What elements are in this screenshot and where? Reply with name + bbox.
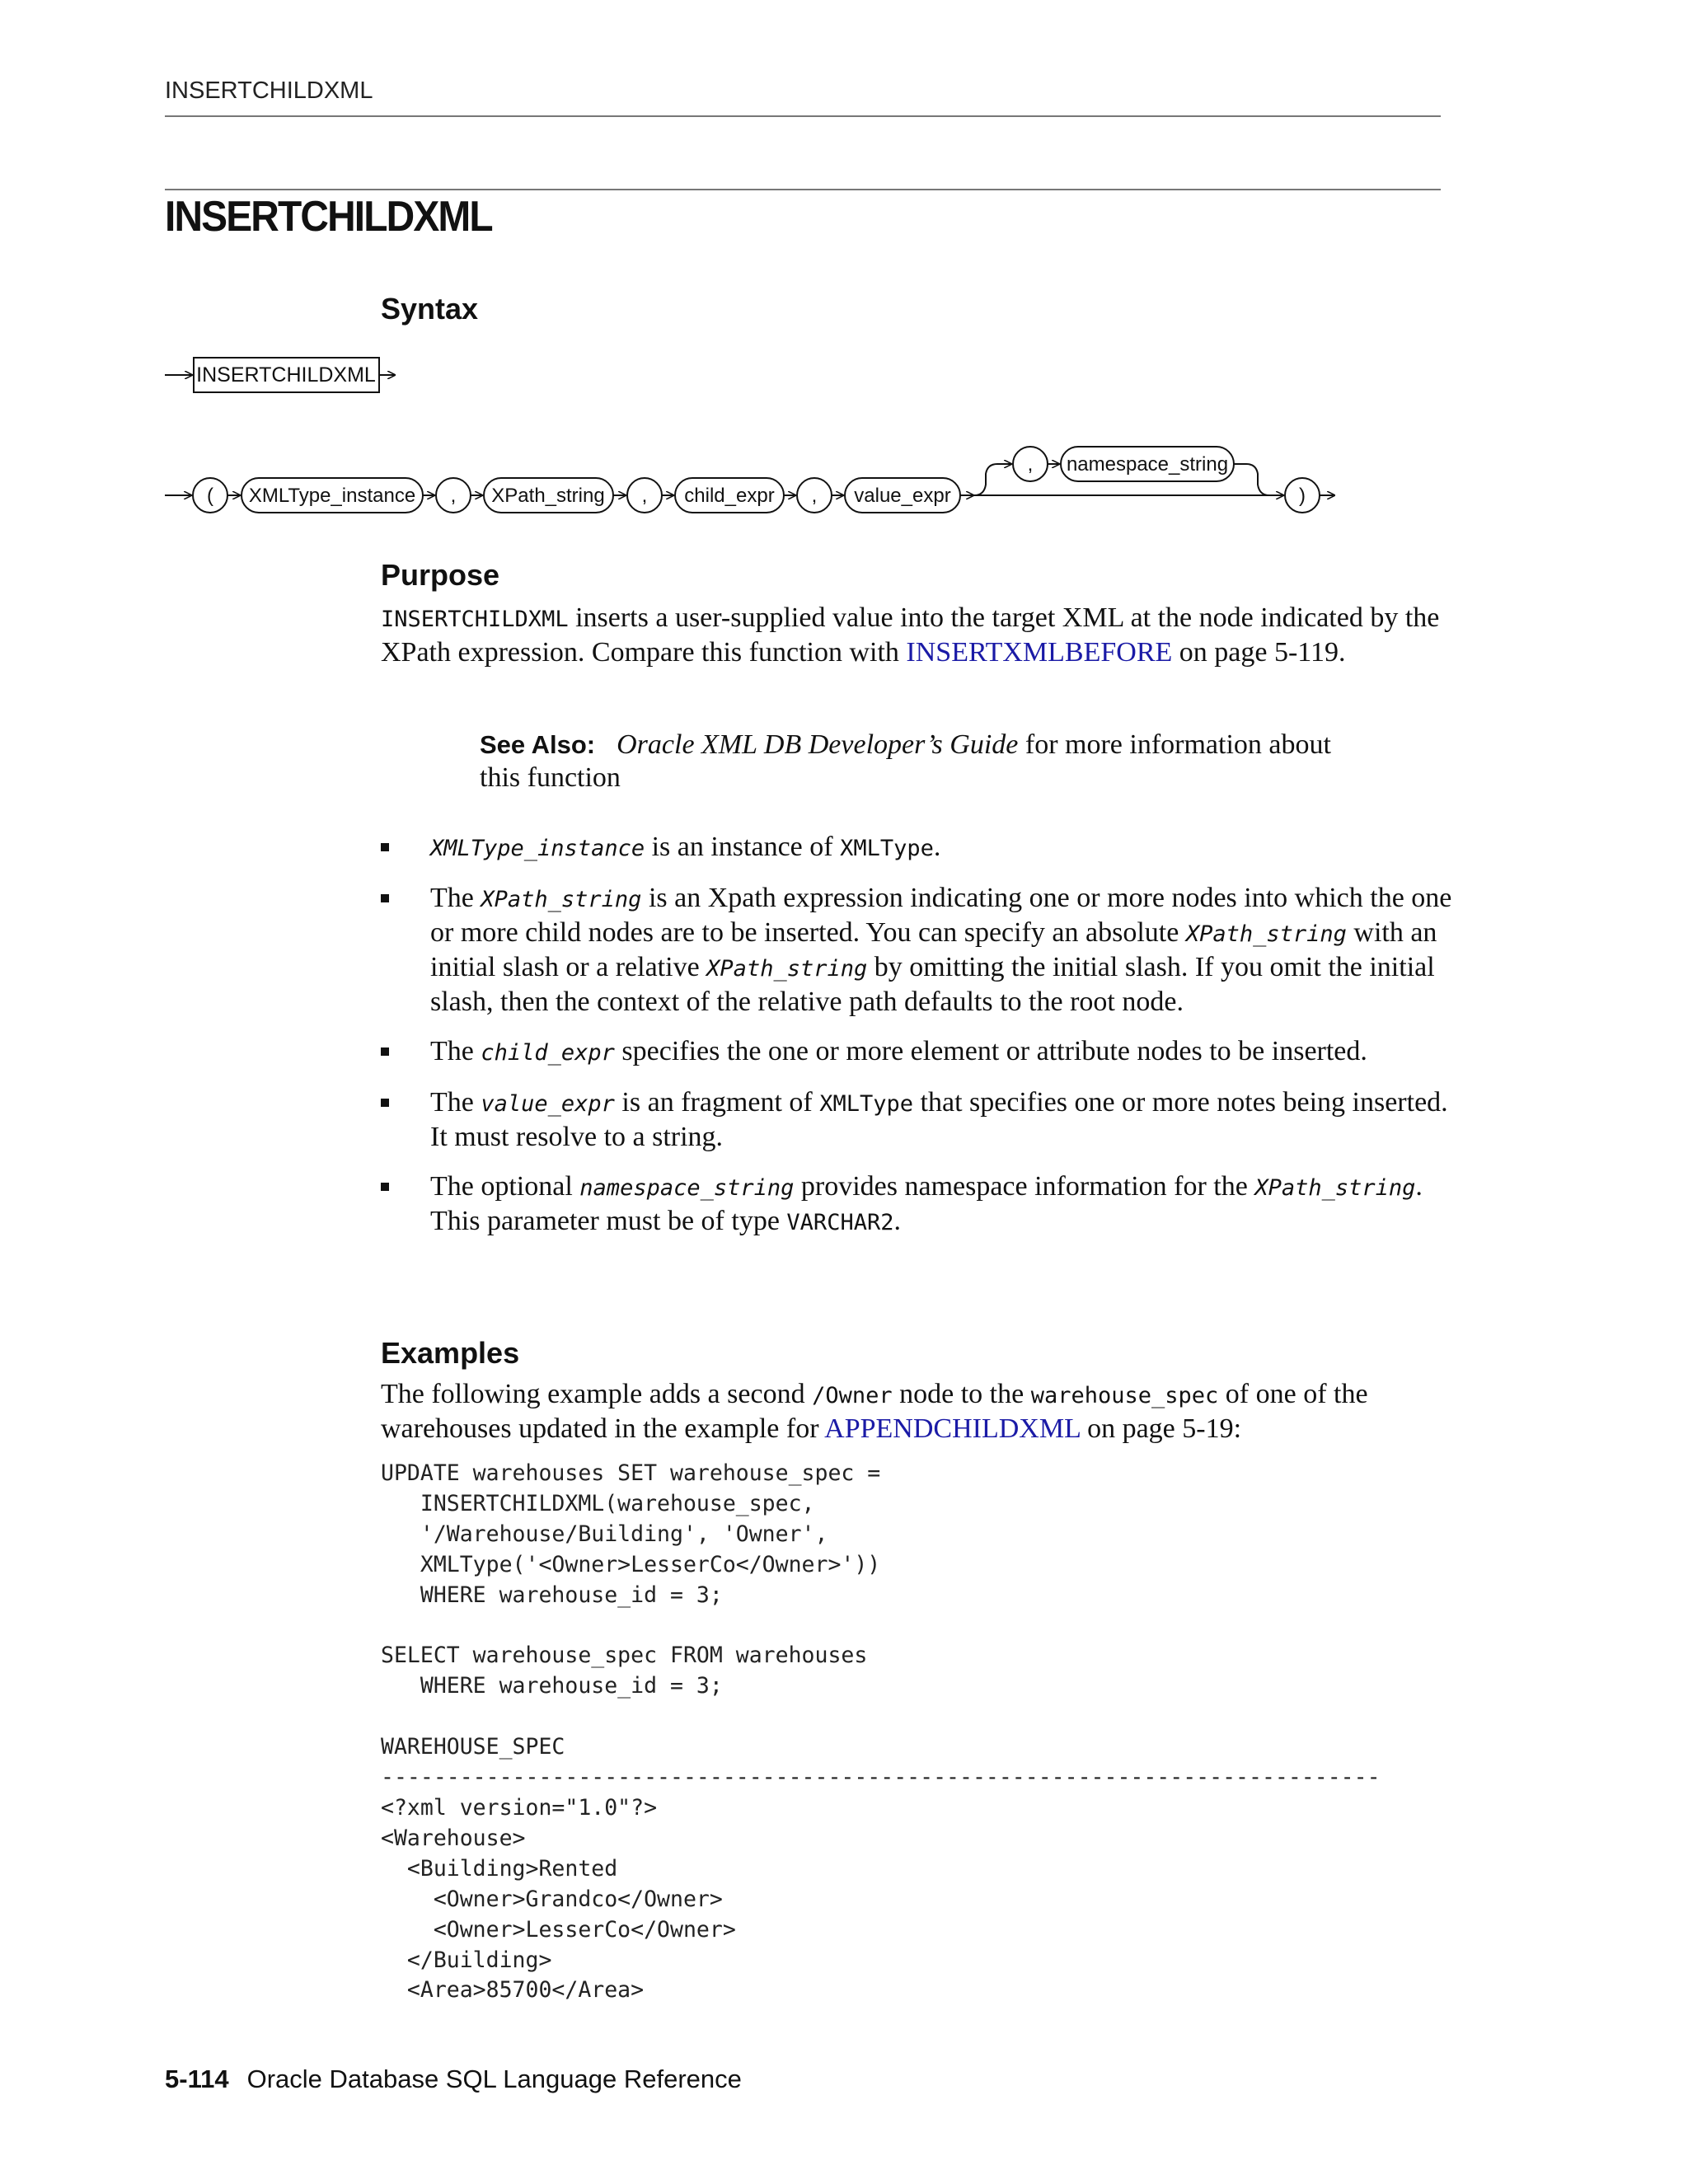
namespace-string-label: namespace_string (1066, 453, 1229, 476)
see-also-book: Oracle XML DB Developer’s Guide (617, 729, 1019, 760)
keyword-insertchildxml: INSERTCHILDXML (196, 363, 376, 387)
examples-heading: Examples (381, 1336, 520, 1370)
xpath-string-label: XPath_string (491, 485, 605, 507)
purpose-tail: on page 5-119. (1172, 637, 1346, 668)
param-name: namespace_string (579, 1175, 795, 1201)
example-code-block: UPDATE warehouses SET warehouse_spec = INSERTCHILDXML(warehouse_spec, '/Warehouse/Building', 'Owner', XMLType('<Owner>LesserCo</Owner>')) WHERE warehouse_id = 3; SELECT warehouse_spec FROM warehouses WHERE warehouse_id = 3; WAREHOUSE_SPEC ---------------------------------------------------------------------------- <?xml version="1.0"?> <Warehouse> <Building>Rented <Owner>Grandco</Owner> <Owner>LesserCo</Owner> </Building> <Area>85700</Area> (381, 1460, 1381, 2004)
appendchildxml-link[interactable]: APPENDCHILDXML (824, 1413, 1081, 1444)
comma1-label: , (450, 485, 457, 507)
open-paren-label: ( (207, 485, 213, 507)
param-name: XPath_string (706, 956, 868, 982)
parameter-list (381, 831, 1452, 1256)
xmltype-instance-label: XMLType_instance (248, 485, 416, 507)
bullet-text: . (893, 1206, 901, 1236)
param-name: XPath_string (1254, 1175, 1416, 1201)
list-item (381, 1086, 1452, 1154)
list-item (381, 1170, 1452, 1240)
page-title: INSERTCHILDXML (165, 193, 492, 241)
bullet-text: The (430, 883, 481, 913)
syntax-diagram (0, 0, 1688, 544)
bullet-text: that specifies one or more notes being inserted. It must resolve to a string. (430, 1087, 1448, 1152)
bullet-icon (381, 1047, 389, 1056)
list-item (381, 882, 1452, 1019)
child-expr-label: child_expr (684, 485, 775, 507)
param-name: XMLType_instance (430, 836, 645, 861)
bullet-icon (381, 1099, 389, 1107)
bullet-text: . (933, 832, 941, 862)
see-also-label: See Also: (480, 730, 596, 759)
purpose-heading: Purpose (381, 558, 500, 592)
bullet-icon (381, 843, 389, 851)
examples-code: warehouse_spec (1030, 1383, 1219, 1408)
see-also-text: for more information about this function (480, 729, 1331, 793)
bullet-text: is an instance of (645, 832, 841, 862)
examples-text: on page 5-19: (1080, 1413, 1242, 1444)
param-name: XPath_string (481, 887, 642, 912)
bullet-text: specifies the one or more element or attribute nodes to be inserted. (614, 1036, 1367, 1066)
list-item (381, 831, 1452, 865)
footer-book-title: Oracle Database SQL Language Reference (246, 2064, 742, 2093)
value-expr-label: value_expr (854, 485, 951, 507)
type-name: XMLType (819, 1091, 914, 1117)
comma4-label: , (1027, 453, 1034, 476)
bullet-text: by omitting the initial slash. If you omit the initial slash, then the context of the relative path defaults to the root node. (430, 952, 1435, 1017)
bullet-icon (381, 894, 389, 902)
bullet-text: with an initial slash or a relative (430, 917, 1437, 982)
insertxmlbefore-link[interactable]: INSERTXMLBEFORE (906, 637, 1173, 668)
bullet-icon (381, 1183, 389, 1191)
list-item (381, 1035, 1452, 1070)
bullet-text: provides namespace information for the (794, 1171, 1255, 1202)
syntax-heading: Syntax (381, 292, 479, 326)
examples-paragraph (381, 1378, 1452, 1446)
param-name: value_expr (481, 1091, 615, 1117)
bullet-text: The optional (430, 1171, 580, 1202)
examples-code: /Owner (812, 1383, 893, 1408)
bullet-text: . This parameter must be of type (430, 1171, 1423, 1236)
type-name: XMLType (840, 836, 934, 861)
bullet-text: The (430, 1087, 481, 1118)
page-footer (165, 2064, 742, 2094)
purpose-code: INSERTCHILDXML (381, 607, 569, 632)
footer-page-number: 5-114 (165, 2064, 229, 2093)
purpose-text: inserts a user-supplied value into the target XML at the node indicated by the XPath expression. Compare this function with (381, 602, 1440, 668)
bullet-text: The (430, 1036, 481, 1066)
type-name: VARCHAR2 (786, 1210, 894, 1235)
running-header: INSERTCHILDXML (165, 77, 373, 104)
see-also-note (480, 729, 1345, 794)
comma2-label: , (641, 485, 648, 507)
close-paren-label: ) (1299, 485, 1306, 507)
bullet-text: is an Xpath expression indicating one or more nodes into which the one or more child nodes are to be inserted. You can specify an absolute (430, 883, 1452, 948)
bullet-text: is an fragment of (614, 1087, 820, 1118)
param-name: XPath_string (1185, 921, 1347, 947)
examples-text: The following example adds a second (381, 1379, 813, 1409)
comma3-label: , (811, 485, 818, 507)
purpose-paragraph (381, 602, 1452, 669)
param-name: child_expr (481, 1040, 615, 1066)
examples-text: of one of the warehouses updated in the example for (381, 1379, 1368, 1444)
examples-text: node to the (892, 1379, 1031, 1409)
